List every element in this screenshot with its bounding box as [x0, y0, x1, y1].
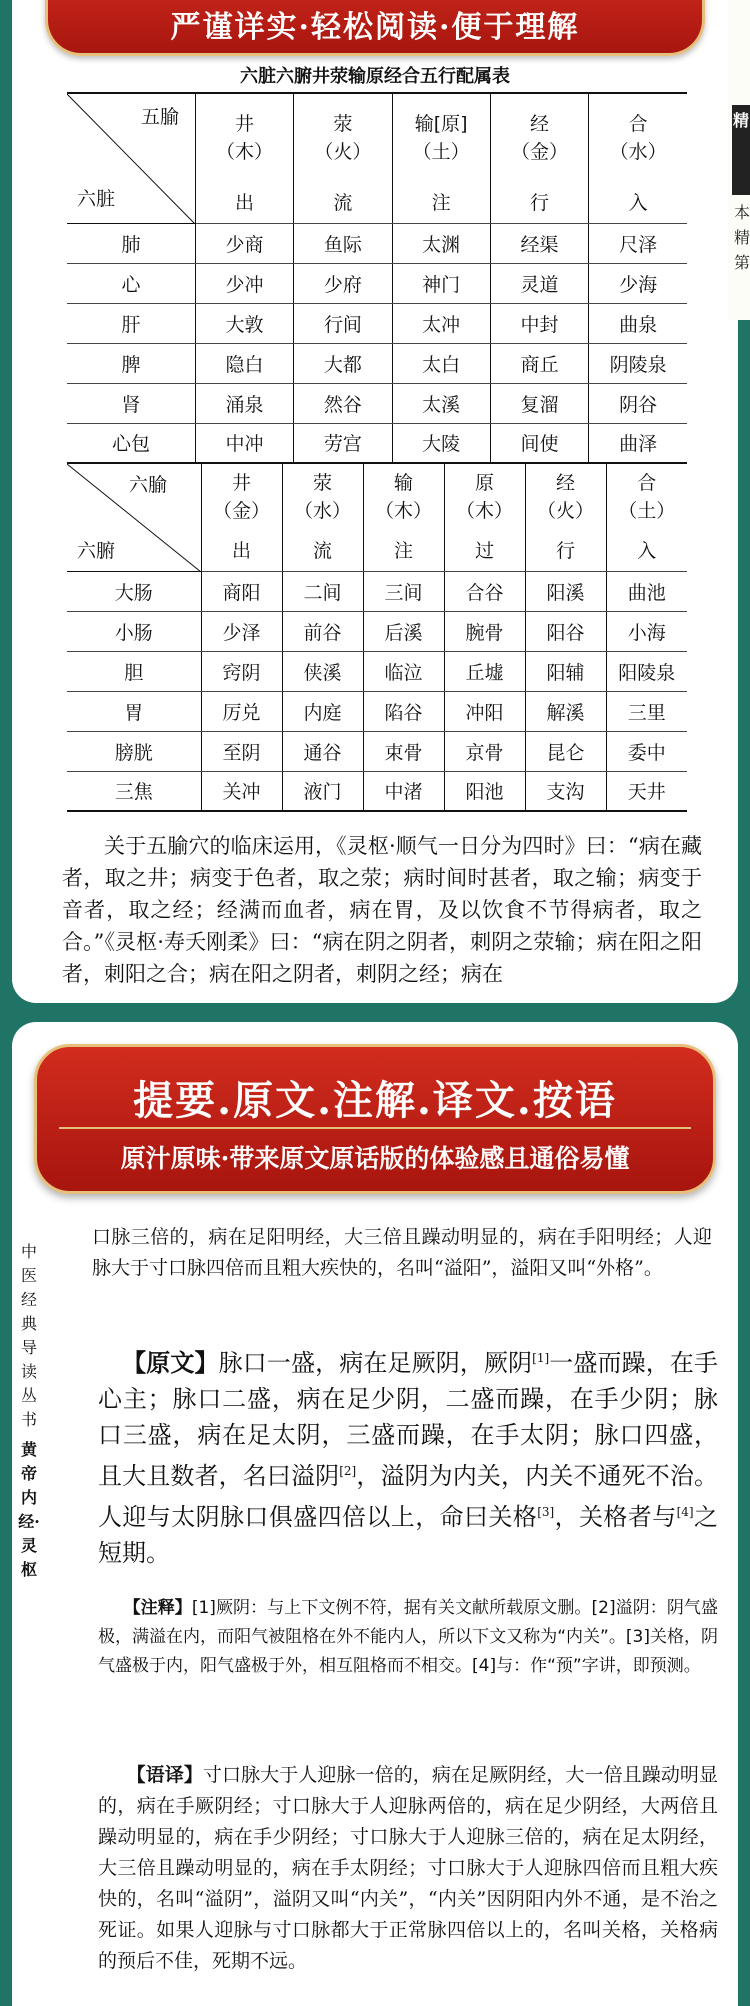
- point-cell: 窍阴: [201, 651, 282, 691]
- header-he-cell: [589, 93, 687, 181]
- header-name: 原: [474, 471, 494, 494]
- point-cell: 少泽: [201, 611, 282, 651]
- header-jing-cell: [195, 93, 293, 181]
- header-jing2-cell: [490, 93, 588, 181]
- table-row: [67, 343, 687, 383]
- point-cell: 灵道: [490, 263, 588, 303]
- point-cell: 尺泽: [589, 223, 687, 263]
- point-cell: 中封: [490, 303, 588, 343]
- point-cell: 三里: [606, 691, 687, 731]
- organ-cell: 心: [67, 263, 195, 303]
- original-text: ，关格者与: [554, 1503, 677, 1531]
- header-name: 荥: [312, 471, 332, 494]
- point-cell: 阳谷: [525, 611, 606, 651]
- header-element: （水）: [609, 140, 667, 163]
- point-cell: 后溪: [363, 611, 444, 651]
- table-row: [67, 303, 687, 343]
- point-cell: 液门: [282, 771, 363, 811]
- organ-cell: 胃: [67, 691, 201, 731]
- point-cell: 曲泉: [589, 303, 687, 343]
- point-cell: 曲泽: [589, 423, 687, 463]
- header-nature: 注: [363, 529, 444, 571]
- organ-cell: 心包: [67, 423, 195, 463]
- point-cell: 大陵: [392, 423, 490, 463]
- original-text-label: 【原文】: [122, 1348, 219, 1377]
- header-element: （土）: [618, 499, 676, 522]
- point-cell: 丘墟: [444, 651, 525, 691]
- original-text: ，溢阴为内关，内关不通死不治。人迎与太阴脉口俱盛四倍以上，命曰关格: [98, 1462, 719, 1531]
- point-cell: 京骨: [444, 731, 525, 771]
- point-cell: 合谷: [444, 571, 525, 611]
- header-name: 合: [637, 471, 657, 494]
- point-cell: 阳陵泉: [606, 651, 687, 691]
- header-nature: 注: [392, 181, 490, 223]
- header-nature: 行: [490, 181, 588, 223]
- header-ying-cell: [294, 93, 392, 181]
- point-cell: 中冲: [225, 433, 264, 456]
- original-text: 一盛而躁，在手心主；脉口二盛，病在足少阴，二盛而躁，在手少阴；脉口三盛，病在足太阴，三盛而躁，在手太阴；脉口四盛，且大且数者，名曰溢阴: [98, 1349, 719, 1490]
- footnote-ref: [3]: [537, 1505, 555, 1519]
- header-element: （金）: [510, 140, 568, 163]
- point-cell: 然谷: [294, 383, 392, 423]
- upper-page-card: [12, 0, 738, 1003]
- header-shu-cell: [392, 93, 490, 181]
- header-element: （木）: [216, 140, 274, 163]
- header-element: （金）: [212, 499, 270, 522]
- point-cell: 复溜: [490, 383, 588, 423]
- header-name: 经: [529, 112, 549, 135]
- table-row: [67, 771, 687, 811]
- header-name: 井: [231, 471, 251, 494]
- feature-banner-divider: [59, 1127, 691, 1177]
- point-cell: 商丘: [490, 343, 588, 383]
- table2-corner-cell: [67, 463, 201, 571]
- organ-cell: 肾: [67, 383, 195, 423]
- header-nature: 过: [444, 529, 525, 571]
- organ-cell: 小肠: [67, 611, 201, 651]
- book-edge-text: 本: [734, 203, 750, 222]
- point-cell: 曲池: [606, 571, 687, 611]
- notes-paragraph: [98, 1594, 718, 1681]
- book-edge-text: 第: [734, 253, 750, 272]
- point-cell: 鱼际: [294, 223, 392, 263]
- header-name: 合: [628, 112, 648, 135]
- point-cell: 厉兑: [201, 691, 282, 731]
- point-cell: 内庭: [282, 691, 363, 731]
- point-cell: 间使: [490, 423, 588, 463]
- corner-bottom-label: 六脏: [77, 188, 116, 210]
- table-row: [67, 691, 687, 731]
- table1-corner-cell: [67, 93, 195, 223]
- translation-paragraph: [98, 1760, 718, 1977]
- point-cell: 少商: [195, 223, 293, 263]
- point-cell: 委中: [606, 731, 687, 771]
- point-cell: 阴谷: [589, 383, 687, 423]
- corner-top-label: 五腧: [141, 106, 180, 128]
- point-cell: 行间: [294, 303, 392, 343]
- feature-banner-subtitle: 原汁原味·带来原文原话版的体验感且通俗易懂: [120, 1144, 630, 1173]
- point-cell: 通谷: [282, 731, 363, 771]
- point-cell: 经渠: [490, 223, 588, 263]
- point-cell: 束骨: [363, 731, 444, 771]
- header-cell: [525, 463, 606, 529]
- table-row: [67, 651, 687, 691]
- corner-top-label: 六腧: [129, 474, 168, 496]
- point-cell: 三间: [363, 571, 444, 611]
- header-nature: 出: [201, 529, 282, 571]
- point-cell: 二间: [282, 571, 363, 611]
- header-cell: [282, 463, 363, 529]
- point-cell: 太渊: [392, 223, 490, 263]
- fu-organ-points-table: [67, 462, 687, 812]
- point-cell: 解溪: [525, 691, 606, 731]
- footnote-ref: [2]: [339, 1464, 357, 1478]
- point-cell: 阳辅: [525, 651, 606, 691]
- organ-cell: 三焦: [67, 771, 201, 811]
- point-cell: 侠溪: [282, 651, 363, 691]
- header-cell: [444, 463, 525, 529]
- point-cell: 前谷: [282, 611, 363, 651]
- organ-cell: 脾: [67, 343, 195, 383]
- header-nature: 流: [294, 181, 392, 223]
- point-cell: 商阳: [201, 571, 282, 611]
- book-edge-text: 精: [734, 228, 750, 247]
- header-name: 井: [235, 112, 255, 135]
- point-cell: 劳宫: [294, 423, 392, 463]
- original-text: 脉口一盛，病在足厥阴，厥阴: [218, 1349, 533, 1377]
- point-cell: 临泣: [363, 651, 444, 691]
- point-cell: 冲阳: [444, 691, 525, 731]
- point-cell: 少冲: [195, 263, 293, 303]
- header-nature: 入: [589, 181, 687, 223]
- header-element: （木）: [374, 499, 432, 522]
- header-element: （土）: [412, 140, 470, 163]
- original-text-paragraph: [98, 1340, 718, 1571]
- organ-cell: 肺: [67, 223, 195, 263]
- header-name: 输: [393, 471, 413, 494]
- feature-banner-title: 提要.原文.注解.译文.按语: [133, 1077, 617, 1124]
- point-cell: 腕骨: [444, 611, 525, 651]
- header-nature: 行: [525, 529, 606, 571]
- header-name: 经: [555, 471, 575, 494]
- header-cell: [201, 463, 282, 529]
- header-element: （火）: [536, 499, 594, 522]
- lower-page-card: [12, 1022, 738, 2006]
- organ-cell: 大肠: [67, 571, 201, 611]
- organ-cell: 膀胱: [67, 731, 201, 771]
- header-cell: [363, 463, 444, 529]
- point-cell: 隐白: [195, 343, 293, 383]
- point-cell: 关冲: [222, 781, 261, 804]
- footnote-ref: [1]: [532, 1351, 550, 1365]
- header-name: 荥: [333, 112, 353, 135]
- point-cell: 天井: [606, 771, 687, 811]
- point-cell: 支沟: [525, 771, 606, 811]
- point-cell: 小海: [606, 611, 687, 651]
- header-nature: 出: [195, 181, 293, 223]
- table-row: [67, 731, 687, 771]
- header-element: （木）: [455, 499, 513, 522]
- organ-points-table: [67, 92, 687, 464]
- point-cell: 阳溪: [525, 571, 606, 611]
- point-cell: 神门: [392, 263, 490, 303]
- point-cell: 太溪: [392, 383, 490, 423]
- series-name: 中医经典导读丛书: [20, 1242, 37, 1429]
- point-cell: 中渚: [363, 771, 444, 811]
- corner-bottom-label: 六腑: [77, 540, 116, 562]
- table-title: 六脏六腑井荥输原经合五行配属表: [240, 66, 510, 87]
- organ-cell: 胆: [67, 651, 201, 691]
- point-cell: 太冲: [392, 303, 490, 343]
- vertical-book-series: [16, 1240, 42, 1582]
- book-edge-mark: 精: [733, 111, 750, 130]
- header-name: 输[原]: [414, 112, 468, 135]
- point-cell: 陷谷: [363, 691, 444, 731]
- point-cell: 少府: [294, 263, 392, 303]
- translation-continued-paragraph: 口脉三倍的，病在足阳明经，大三倍且躁动明显的，病在手阳明经；人迎脉大于寸口脉四倍而且粗大疾快的，名叫“溢阳”，溢阳又叫“外格”。: [92, 1226, 712, 1279]
- notes-text: [1]厥阴：与上下文例不符，据有关文献所载原文删。[2]溢阴：阴气盛极，满溢在内，而阳气被阻格在外不能内人，所以下文又称为“内关”。[3]关格，阴气盛极于内，阳气盛极于外，相互阻格而不相交。[4]与：作“预”字讲，即预测。: [98, 1598, 718, 1676]
- point-cell: 昆仑: [525, 731, 606, 771]
- book-name: 黄帝内经·灵枢: [18, 1440, 40, 1579]
- point-cell: 阴陵泉: [589, 343, 687, 383]
- top-banner: [45, 0, 705, 56]
- table-row: [67, 611, 687, 651]
- translation-label: 【语译】: [126, 1764, 203, 1786]
- feature-banner: [34, 1044, 716, 1194]
- original-text: 之短期。: [98, 1503, 719, 1567]
- table-row: [67, 571, 687, 611]
- point-cell: 大敦: [195, 303, 293, 343]
- table-row: [67, 383, 687, 423]
- notes-label: 【注释】: [123, 1598, 192, 1618]
- point-cell: 阳池: [444, 771, 525, 811]
- point-cell: 涌泉: [195, 383, 293, 423]
- point-cell: 太白: [392, 343, 490, 383]
- translation-text: 寸口脉大于人迎脉一倍的，病在足厥阴经，大一倍且躁动明显的，病在手厥阴经；寸口脉大于人迎脉两倍的，病在足少阴经，大两倍且躁动明显的，病在手少阴经；寸口脉大于人迎脉三倍的，病在足太阴经，大三倍且躁动明显的，病在手太阴经；寸口脉大于人迎脉四倍而且粗大疾快的，名叫“溢阴”，溢阴又叫“内关”，“内关”因阴阳内外不通，是不治之死证。如果人迎脉与寸口脉都大于正常脉四倍以上的，名叫关格，关格病的预后不佳，死期不远。: [98, 1764, 718, 1972]
- header-element: （水）: [293, 499, 351, 522]
- table-row: [67, 263, 687, 303]
- header-element: （火）: [314, 140, 372, 163]
- point-cell: 少海: [589, 263, 687, 303]
- point-cell: 大都: [294, 343, 392, 383]
- footnote-ref: [4]: [676, 1505, 694, 1519]
- table-row: [67, 423, 687, 463]
- header-nature: 入: [606, 529, 687, 571]
- header-cell: [606, 463, 687, 529]
- point-cell: 至阴: [201, 731, 282, 771]
- header-nature: 流: [282, 529, 363, 571]
- top-banner-text: 严谨详实·轻松阅读·便于理解: [170, 10, 580, 45]
- clinical-usage-paragraph: 关于五腧穴的临床运用，《灵枢·顺气一日分为四时》曰：“病在藏者，取之井；病变于色者，取之荥；病时间时甚者，取之输；病变于音者，取之经；经满而血者，病在胃，及以饮食不节得病者，取之合。”《灵枢·寿夭刚柔》曰：“病在阴之阴者，刺阴之荥输；病在阳之阳者，刺阳之合；病在阳之阴者，刺阴之经；病在: [62, 834, 702, 986]
- organ-cell: 肝: [67, 303, 195, 343]
- table-row: [67, 223, 687, 263]
